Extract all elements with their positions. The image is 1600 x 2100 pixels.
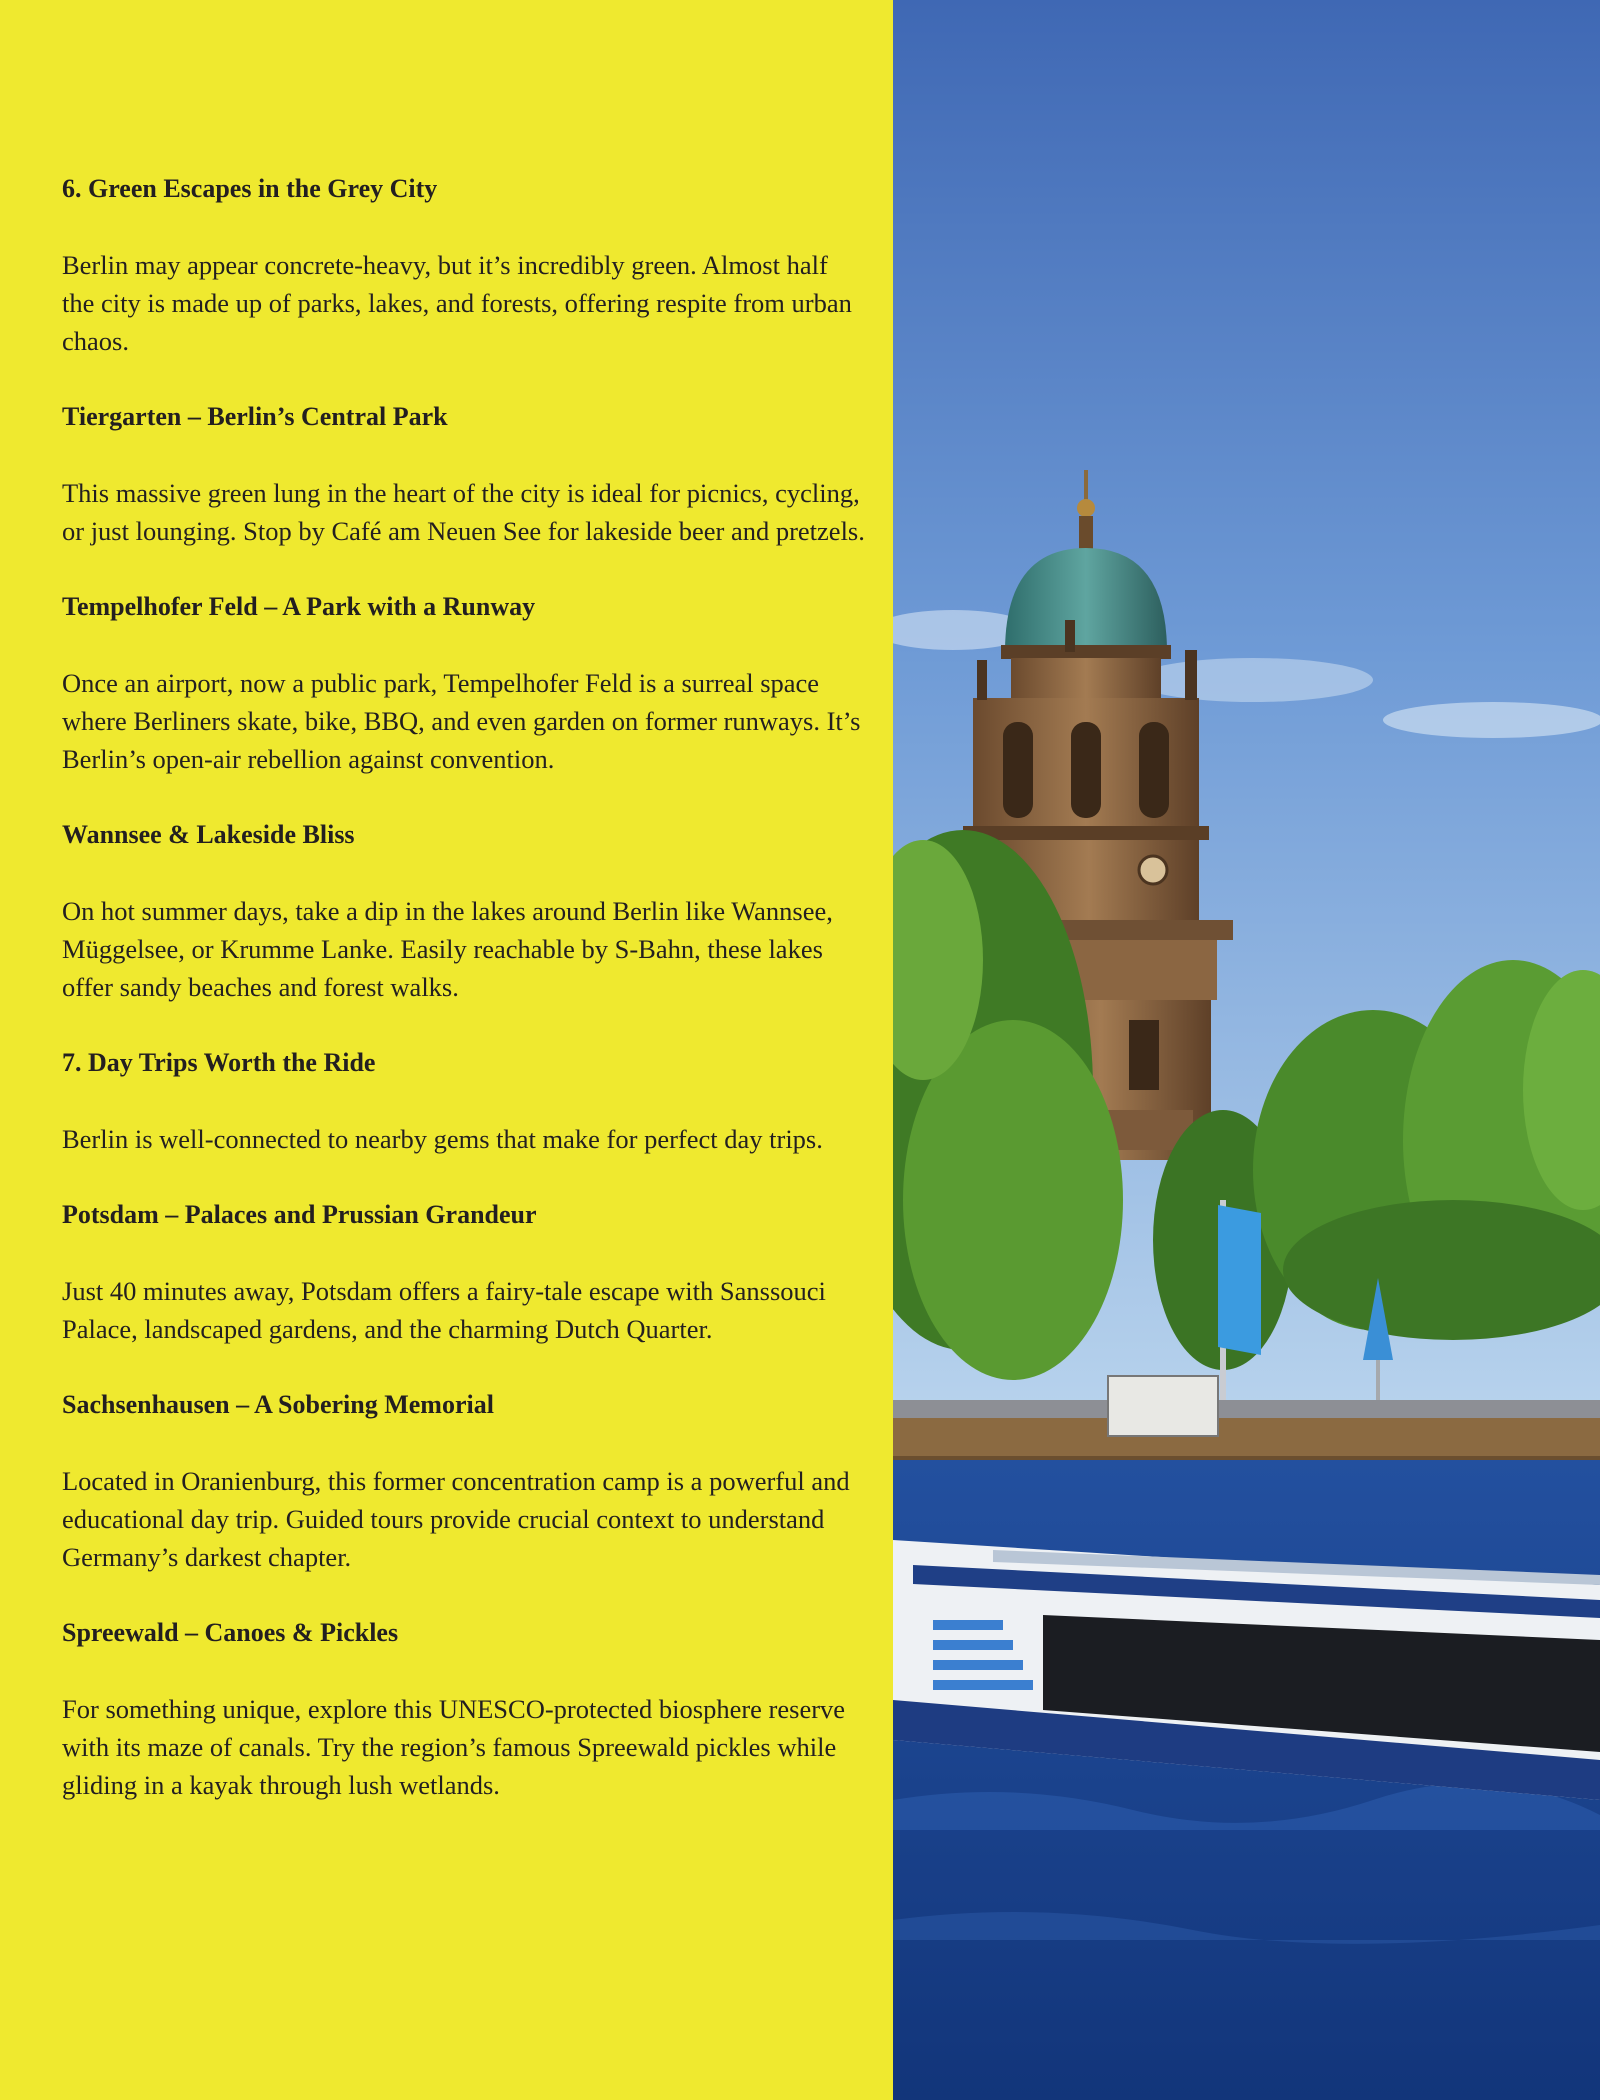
paragraph-potsdam: Just 40 minutes away, Potsdam offers a fairy-tale escape with Sanssouci Palace, landscaped gardens, and the charming Dutch Quarter. — [62, 1276, 826, 1344]
paragraph-day-trips: Berlin is well-connected to nearby gems that make for perfect day trips. — [62, 1124, 823, 1154]
heading-potsdam: Potsdam – Palaces and Prussian Grandeur — [62, 1200, 537, 1229]
paragraph-tempelhofer-feld: Once an airport, now a public park, Tempelhofer Feld is a surreal space where Berliners skate, bike, BBQ, and even garden on former runways. It’s Berlin’s open-air rebellion against convention. — [62, 668, 861, 774]
photo-illustration — [893, 0, 1600, 2100]
paragraph-sachsenhausen: Located in Oranienburg, this former concentration camp is a powerful and educational day trip. Guided tours provide crucial context to understand Germany’s darkest chapter. — [62, 1466, 850, 1572]
heading-green-escapes: 6. Green Escapes in the Grey City — [62, 174, 438, 203]
paragraph-spreewald: For something unique, explore this UNESCO-protected biosphere reserve with its maze of canals. Try the region’s famous Spreewald pickles while gliding in a kayak through lush wetlands. — [62, 1694, 846, 1800]
paragraph-green-escapes: Berlin may appear concrete-heavy, but it’s incredibly green. Almost half the city is made up of parks, lakes, and forests, offering respite from urban chaos. — [62, 250, 852, 356]
berlin-cathedral-photo — [893, 0, 1600, 2100]
heading-sachsenhausen: Sachsenhausen – A Sobering Memorial — [62, 1390, 494, 1419]
heading-tiergarten: Tiergarten – Berlin’s Central Park — [62, 402, 448, 431]
heading-day-trips: 7. Day Trips Worth the Ride — [62, 1048, 376, 1077]
paragraph-wannsee: On hot summer days, take a dip in the lakes around Berlin like Wannsee, Müggelsee, or Krumme Lanke. Easily reachable by S-Bahn, these lakes offer sandy beaches and forest walks. — [62, 896, 833, 1002]
heading-spreewald: Spreewald – Canoes & Pickles — [62, 1618, 399, 1647]
signboard — [1108, 1376, 1218, 1436]
paragraph-tiergarten: This massive green lung in the heart of the city is ideal for picnics, cycling, or just lounging. Stop by Café am Neuen See for lakeside beer and pretzels. — [62, 478, 865, 546]
heading-tempelhofer-feld: Tempelhofer Feld – A Park with a Runway — [62, 592, 536, 621]
flag-banner — [1218, 1205, 1261, 1355]
heading-wannsee: Wannsee & Lakeside Bliss — [62, 820, 355, 849]
